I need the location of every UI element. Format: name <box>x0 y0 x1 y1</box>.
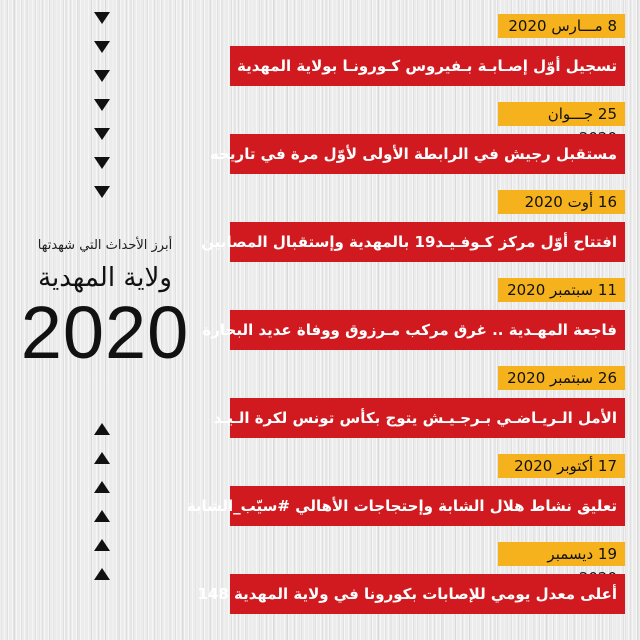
up-arrows-column <box>92 423 112 597</box>
event-item <box>197 542 625 630</box>
event-date: 25 جـــوان <box>498 102 625 126</box>
event-headline: فاجعة المهـدية .. غرق مركب مـرزوق ووفاة عديد البحارة <box>230 310 625 350</box>
event-date: 8 مـــارس 2020 <box>498 14 625 38</box>
up-triangle-icon <box>94 452 110 464</box>
event-headline: الأمل الـريـاضـي بـرجـيـش يتوج بكأس تونس لكرة الـيـد <box>230 398 625 438</box>
down-triangle-icon <box>94 186 110 198</box>
event-headline: مستقبل رجيش في الرابطة الأولى لأوّل مرة في تاريخه <box>230 134 625 174</box>
down-arrows-column <box>92 12 112 215</box>
event-headline: أعلى معدل يومي للإصابات بكورونا في ولاية المهدية 148 <box>230 574 625 614</box>
event-date: 19 ديسمبر <box>498 542 625 566</box>
event-item <box>213 366 625 454</box>
event-date: 16 أوت 2020 <box>498 190 625 214</box>
event-item <box>210 102 625 190</box>
event-headline: افتتاح أوّل مركز كـوفـيـد19 بالمهدية وإستقبال المصابين <box>230 222 625 262</box>
event-date: 17 أكتوبر 2020 <box>498 454 625 478</box>
year: 2020 <box>20 291 190 374</box>
up-triangle-icon <box>94 539 110 551</box>
event-item <box>201 190 625 278</box>
event-headline: تسجيل أوّل إصـابـة بـفيروس كـورونـا بولاية المهدية <box>230 46 625 86</box>
up-triangle-icon <box>94 510 110 522</box>
up-triangle-icon <box>94 423 110 435</box>
up-triangle-icon <box>94 481 110 493</box>
event-date: 11 سبتمبر 2020 <box>498 278 625 302</box>
up-triangle-icon <box>94 568 110 580</box>
events-timeline <box>186 14 625 630</box>
poster-title <box>10 238 200 373</box>
event-item <box>202 278 625 366</box>
subtitle: أبرز الأحداث التي شهدتها <box>37 238 173 253</box>
event-item <box>230 14 625 102</box>
down-triangle-icon <box>94 99 110 111</box>
event-date: 26 سبتمبر 2020 <box>498 366 625 390</box>
event-headline: تعليق نشاط هلال الشابة وإحتجاجات الأهالي #سيّب_الشابة <box>230 486 625 526</box>
down-triangle-icon <box>94 128 110 140</box>
down-triangle-icon <box>94 70 110 82</box>
down-triangle-icon <box>94 157 110 169</box>
region-name: ولاية المهدية <box>38 263 172 293</box>
down-triangle-icon <box>94 12 110 24</box>
event-item <box>186 454 625 542</box>
down-triangle-icon <box>94 41 110 53</box>
